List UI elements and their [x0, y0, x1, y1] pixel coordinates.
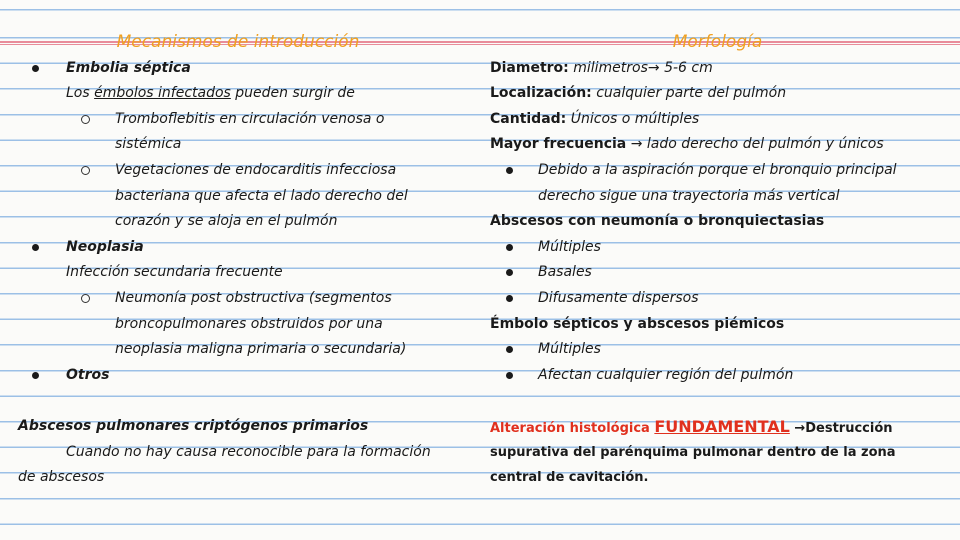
list-item-otros: Otros: [18, 363, 458, 389]
arrow-right-icon: →: [789, 420, 806, 436]
sub-item-vegetaciones: Vegetaciones de endocarditis infecciosa: [18, 158, 458, 184]
embolo-title: Émbolo sépticos y abscesos piémicos: [490, 315, 785, 332]
frecuencia-line: Mayor frecuencia → lado derecho del pulmón y únicos: [490, 136, 884, 153]
cantidad-line: Cantidad: Únicos o múltiples: [490, 110, 700, 127]
localizacion-line: Localización: cualquier parte del pulmón: [490, 85, 787, 102]
list-item-embolia: Embolia séptica: [18, 56, 458, 82]
circle-bullet-icon: [81, 115, 90, 124]
list-item-neoplasia: Neoplasia: [18, 235, 458, 261]
bullet-icon: [506, 244, 513, 251]
arrow-right-icon: →: [647, 59, 660, 76]
bullet-icon: [506, 167, 513, 174]
bullet-icon: [32, 372, 39, 379]
bullet-icon: [506, 295, 513, 302]
bullet-icon: [32, 244, 39, 251]
list-item: Múltiples: [490, 235, 945, 261]
bullet-icon: [32, 65, 39, 72]
sub-item-tromboflebitis: Tromboflebitis en circulación venosa o: [18, 107, 458, 133]
bullet-icon: [506, 346, 513, 353]
left-column: Mecanismos de introducción Embolia séptica Los émbolos infectados pueden surgir de Tromboflebitis en circulación venosa o sistémica Vegetaciones de endocarditis infecciosa bacteriana que afecta el lado derecho del corazón y se aloja en el pulmón Neoplasia Infección secundaria frecuente Neumonía post obstructiva (segmentos broncopulmonares obstruidos por una neoplasia maligna primaria o secundaria) Otros Abscesos pulmonares criptógenos primarios Cuando no hay causa reconocible para la formación de abscesos: [18, 30, 458, 491]
diametro-line: Diametro: milimetros→ 5-6 cm: [490, 59, 713, 76]
list-item: Difusamente dispersos: [490, 286, 945, 312]
right-heading: Morfología: [672, 32, 763, 52]
sub-item-neumonia: Neumonía post obstructiva (segmentos: [18, 286, 458, 312]
left-heading: Mecanismos de introducción: [116, 32, 360, 52]
cryptogenic-title: Abscesos pulmonares criptógenos primarios: [18, 417, 369, 434]
arrow-right-icon: →: [630, 136, 643, 153]
list-item: Afectan cualquier región del pulmón: [490, 363, 945, 389]
frecuencia-sub: Debido a la aspiración porque el bronquio principal: [490, 158, 945, 184]
list-item: Múltiples: [490, 337, 945, 363]
bullet-icon: [506, 269, 513, 276]
right-column: Morfología Diametro: milimetros→ 5-6 cm Localización: cualquier parte del pulmón Cantidad: Únicos o múltiples Mayor frecuencia → lado derecho del pulmón y únicos Debido a la aspiración porque el bronquio principal derecho sigue una trayectoria más vertical Abscesos con neumonía o bronquiectasias Múltiples Basales Difusamente dispersos Émbolo sépticos y abscesos piémicos Múltiples Afectan cualquier región del pulmón Alteración histológica FUNDAMENTAL →Destrucción supurativa del parénquima pulmonar dentro de la zona central de cavitación.: [490, 30, 945, 491]
histo-line: Alteración histológica FUNDAMENTAL →Destrucción: [490, 416, 893, 436]
bullet-icon: [506, 372, 513, 379]
embolia-intro: Los émbolos infectados pueden surgir de: [66, 85, 355, 102]
neumonia-title: Abscesos con neumonía o bronquiectasias: [490, 213, 825, 230]
circle-bullet-icon: [81, 166, 90, 175]
circle-bullet-icon: [81, 294, 90, 303]
list-item: Basales: [490, 260, 945, 286]
